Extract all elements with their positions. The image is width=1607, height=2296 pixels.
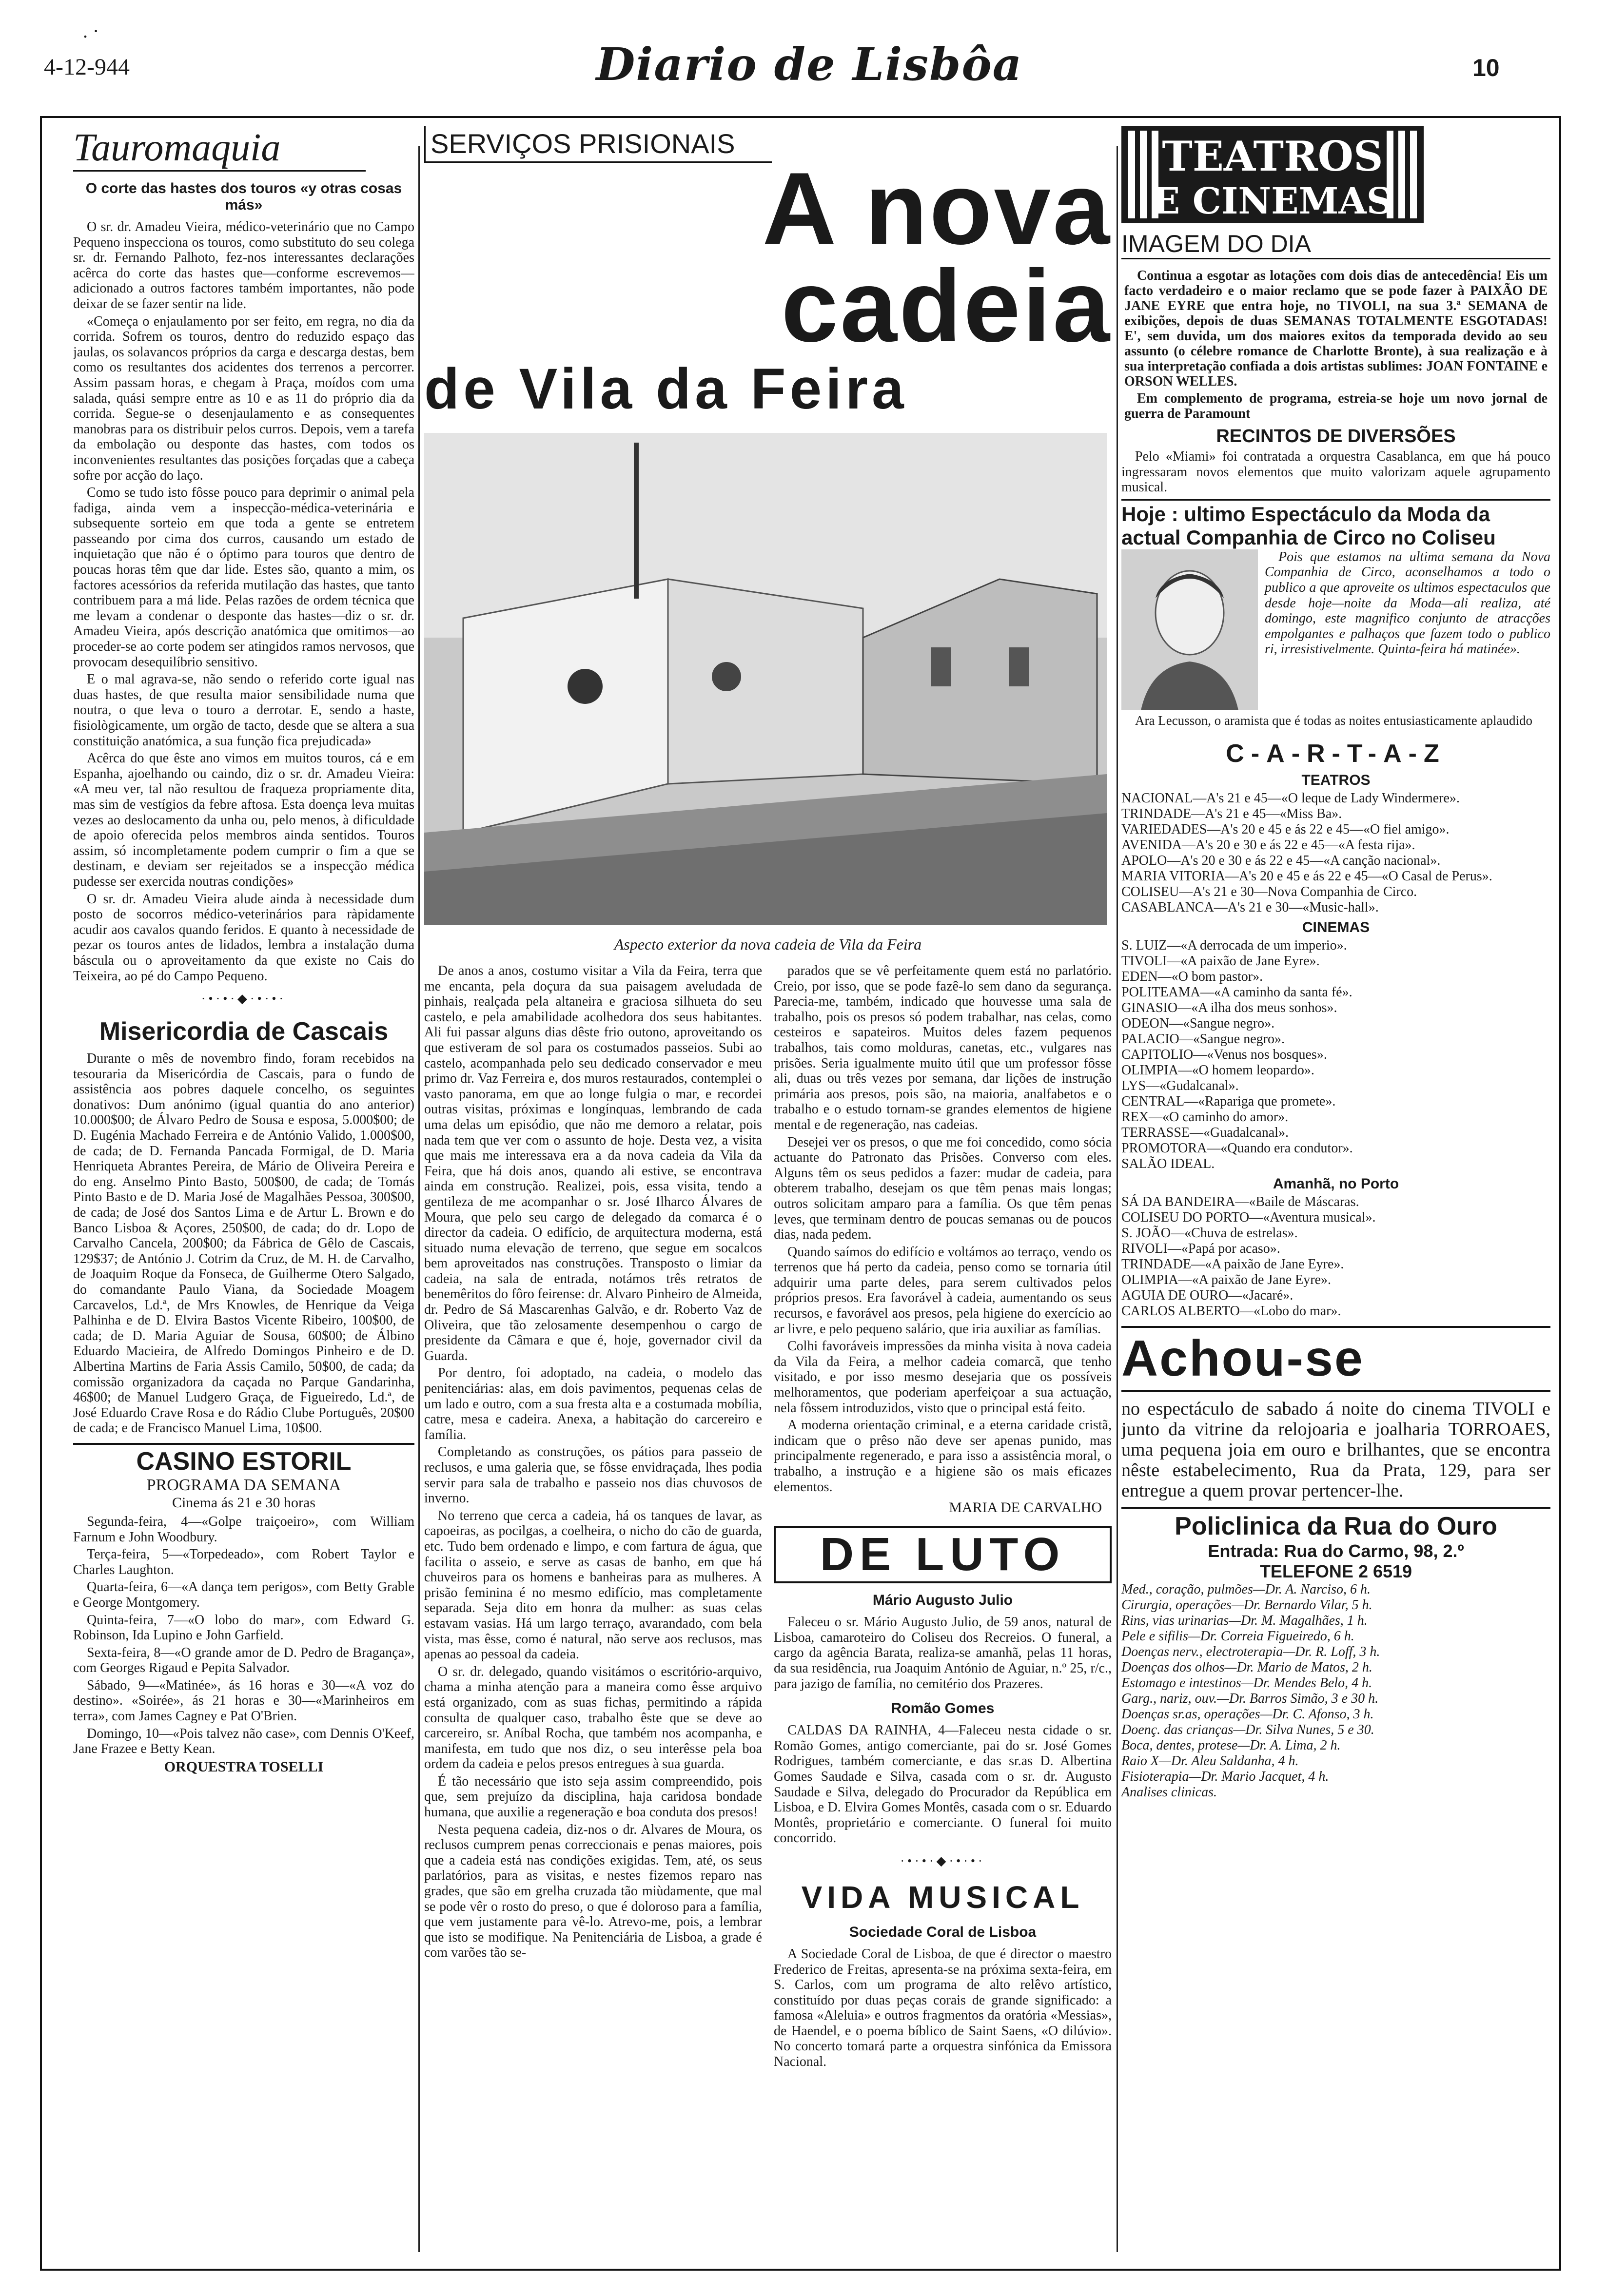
right-column <box>1121 126 1550 2251</box>
list-item: Rins, vias urinarias—Dr. M. Magalhães, 1 h. <box>1121 1613 1368 1629</box>
paragraph: O sr. dr. Amadeu Vieira alude ainda à necessidade dum posto de socorros médico-veterinários para ràpidamente acudir aos cavalos quando feridos. E quanto à necessidade de pezar os touros antes de lidados, lembra a instalação duma báscula ou o aproveitamento da que existe no Cais do Teixeira, ao pé do Campo Pequeno. <box>73 891 414 984</box>
list-item: Raio X—Dr. Aleu Saldanha, 4 h. <box>1121 1753 1299 1769</box>
list-item: Doenças dos olhos—Dr. Mario de Matos, 2 h. <box>1121 1660 1372 1675</box>
paragraph: Desejei ver os presos, o que me foi concedido, como sócia actuante do Patronato das Prisões. Converso com eles. Alguns têm os seus pedidos a fazer: mudar de cadeia, para obterem trabalho, desejam os que têm penas mais longas; outros solicitam amparo para a família. Os que têm penas leves, que terminam dentro de poucas semanas ou de poucos dias, nada pedem. <box>774 1134 1112 1243</box>
paragraph: O sr. dr. delegado, quando visitámos o escritório-arquivo, chama a minha atenção para a maneira como êsse arquivo está organizado, com as suas fichas, permitindo a rápida consulta de qualquer caso, trabalho êste que se deve ao carcereiro, sr. Aníbal Rocha, que também nos acompanha, e manifesta, em tudo que nos diz, o seu interêsse pela boa ordem da cadeia e pelos presos entregues à sua guarda. <box>424 1664 762 1772</box>
list-item: AGUIA DE OURO—«Jacaré». <box>1121 1288 1293 1304</box>
paragraph: CALDAS DA RAINHA, 4—Faleceu nesta cidade o sr. Romão Gomes, antigo comerciante, pai do sr. José Gomes Rodrigues, também comerciante, e das sr.as D. Albertina Gomes Saudade e Silva, casada com o sr. dr. Augusto Saudade e Silva, delegado do Procurador da República em Lisboa, e D. Elvira Gomes Montês, casada com o sr. Eduardo Montês, proprietário e comerciante. O funeral foi muito concorrido. <box>774 1723 1112 1846</box>
banner-line-1: TEATROS <box>1162 132 1383 180</box>
paragraph: Em complemento de programa, estreia-se hoje um novo jornal de guerra de Paramount <box>1124 391 1548 421</box>
list-item: REX—«O caminho do amor». <box>1121 1109 1289 1125</box>
list-item: Doenças nerv., electroterapia—Dr. R. Loff, 3 h. <box>1121 1644 1380 1660</box>
list-item: VARIEDADES—A's 20 e 45 e ás 22 e 45—«O fiel amigo». <box>1121 822 1450 837</box>
list-item: Quarta-feira, 6—«A dança tem perigos», com Betty Grable e George Montgomery. <box>73 1579 414 1610</box>
paragraph: Continua a esgotar as lotações com dois dias de antecedência! Eis um facto verdadeiro e o maior reclamo que se pode fazer à PAIXÃO DE JANE EYRE que entra hoje, no TIVOLI, na sua 3.ª SEMANA de exibições, depois de duas SEMANAS TOTALMENTE ESGOTADAS! E', sem duvida, um dos maiores exitos da temporada devido ao seu assunto (o célebre romance de Charlotte Bronte), à sua realização e à sua interpretação confiada a dois artistas sublimes: JOAN FONTAINE e ORSON WELLES. <box>1124 268 1548 389</box>
list-item: TRINDADE—A's 21 e 45—«Miss Ba». <box>1121 806 1342 822</box>
ornament-divider: ·•·•·◆·•·•· <box>201 992 287 1006</box>
teatros-list <box>1121 791 1550 915</box>
paragraph: Nesta pequena cadeia, diz-nos o dr. Alvares de Moura, os reclusos cumprem penas correccionais e penas maiores, pois que a cadeia está nas condições exigidas. Tem, até, os seus parlatórios, para as visitas, e nestes fizemos reparo nas grades, que são em grelha cruzada tão miùdamente, que mal se pode vêr o rosto do preso, o que é doloroso para a família, que vem justamente para vê-lo. Atrevo-me, pois, a lembrar que isto se modifique. Na Penitenciária de Lisboa, a grade é com varões tão se- <box>424 1822 762 1961</box>
list-item: Segunda-feira, 4—«Golpe traiçoeiro», com William Farnum e John Woodbury. <box>73 1514 414 1545</box>
paragraph: E o mal agrava-se, não sendo o referido corte igual nas duas hastes, de que resulta maior sensibilidade numa que noutra, o que leva o touro a derrotar. E, sendo a haste, fisiològicamente, um orgão de tacto, desde que se altera a sua constituição anatómica, a sua função fica prejudicada» <box>73 672 414 749</box>
list-item: Garg., nariz, ouv.—Dr. Barros Simão, 3 e 30 h. <box>1121 1691 1379 1707</box>
column-divider <box>418 146 420 2252</box>
misericordia-title: Misericordia de Cascais <box>99 1017 389 1046</box>
list-item: NACIONAL—A's 21 e 45—«O leque de Lady Windermere». <box>1121 791 1460 806</box>
list-item: PROMOTORA—«Quando era condutor». <box>1121 1141 1353 1156</box>
policlinica-title: Policlinica da Rua do Ouro <box>1121 1507 1550 1541</box>
list-item: Domingo, 10—«Pois talvez não case», com Dennis O'Keef, Jane Frazee e Betty Kean. <box>73 1726 414 1757</box>
paragraph: Colhi favoráveis impressões da minha visita à nova cadeia da Vila da Feira, a melhor cadeia comarcã, que tenho visitado, e por isso mesmo desejaria que os possíveis melhoramentos, que poderiam aperfeiçoar a sua actuação, nela fôssem introduzidos, visto que o principal está feito. <box>774 1339 1112 1416</box>
article-signature: MARIA DE CARVALHO <box>949 1499 1102 1516</box>
recintos-title: RECINTOS DE DIVERSÕES <box>1216 426 1456 447</box>
paragraph: Como se tudo isto fôsse pouco para deprimir o animal pela fadiga, ainda vem a inspecção-médica-veterinária e subsequente sorteio em que toda a gente se entretem passeando por cima dos curros, causando um estado de inquietação que não é o óptimo para touros que dentro de poucas horas têm que dar lide. Estes são, quanto a mim, os factores acessórios da referida mutilação das hastes, que tanto contribuem para a má lide. Pelas razões de ordem técnica que me levam a condenar o desponte das hastes—diz o sr. dr. Amadeu Vieira, após descrição anatómica que omitimos—ao proceder-se ao corte podem ser atingidos ramos nervosos, que provocam desequilíbrio sensitivo. <box>73 485 414 670</box>
luto-title: DE LUTO <box>774 1526 1112 1583</box>
tauromaquia-subtitle: O corte das hastes dos touros «y otras cosas más» <box>85 180 402 213</box>
list-item: POLITEAMA—«A caminho da santa fé». <box>1121 985 1352 1000</box>
list-item: OLIMPIA—«A paixão de Jane Eyre». <box>1121 1272 1332 1288</box>
list-item: Estomago e intestinos—Dr. Mendes Belo, 4 h. <box>1121 1675 1372 1691</box>
hoje-block <box>1121 499 1550 729</box>
list-item: COLISEU DO PORTO—«Aventura musical». <box>1121 1210 1376 1226</box>
article-headline-2: de Vila da Feira <box>424 357 908 421</box>
teatros-heading: TEATROS <box>1301 772 1371 789</box>
achou-se-text: no espectáculo de sabado á noite do cinema TIVOLI e junto da vitrine da relojoaria e joalharia TORROAES, uma pequena joia em ouro e brilhantes, que se encontra nêste estabelecimento, Rua da Prata, 129, para ser entregue a quem provar pertencer-lhe. <box>1121 1399 1550 1501</box>
paragraph: Durante o mês de novembro findo, foram recebidos na tesouraria da Misericórdia de Cascais, para o fundo de assistência aos pobres daquele concelho, os seguintes donativos: Dum anónimo (igual quantia do ano anterior) 10.000$00; de Álvaro Pedro de Sousa e esposa, 5.000$00; de D. Eugénia Machado Ferreira e de António Valido, 1.000$00, de cada; de D. Fernanda Pancada Formigal, de D. Maria Henriqueta Abrantes Pereira, de Mário de Oliveira Pereira e do eng. Anselmo Pinto Basto, 500$00, de cada; de Tomás Pinto Basto e de D. Maria José de Magalhães Pessoa, 300$00, de cada; de José dos Santos Lima e de Artur L. Brown e do Banco Lisboa & Açores, 250$00, de cada; do dr. Lopo de Carvalho Cancela, 200$00; da Fábrica de Gêlo de Cascais, 129$37; de António J. Cotrim da Cruz, de M. H. de Carvalho, de Joaquim Roque da Fonseca, de Guilherme Otero Salgado, do comandante Paulo Viana, da Sociedade Moagem Carcavelos, Ld.ª, de Mrs Knowles, de Henrique da Veiga Palhinha e de D. Elvira Bastos Vicente Ribeiro, 100$00, de cada; de D. Maria Aguiar de Sousa, 60$00; de Álbino Eduardo Macieira, de Alfredo Domingos Pinheiro e de D. Albertina Martins de Faria Assis Camilo, 50$00, de cada; da comissão organizadora da caçada no Parque Gandarinha, 46$00; de Manuel Ludgero Graça, de Figueiredo, Ld.ª, de José Eduardo Crave Rosa e do Rádio Clube Português, 20$00 de cada; e de Francisco Manuel Lima, 10$00. <box>73 1051 414 1436</box>
article-kicker: SERVIÇOS PRISIONAIS <box>424 126 772 163</box>
obituary-name: Mário Augusto Julio <box>872 1592 1013 1609</box>
paragraph: O sr. dr. Amadeu Vieira, médico-veterinário que no Campo Pequeno inspecciona os touros, como substituto do seu colega sr. dr. Fernando Palhoto, fez-nos interessantes declarações acêrca do corte das hastes que—conforme escrevemos—adicionado a outros factores também importantes, não pode deixar de se fazer sentir na lide. <box>73 219 414 311</box>
policlinica-phone: TELEFONE 2 6519 <box>1259 1561 1412 1582</box>
list-item: Doenç. das crianças—Dr. Silva Nunes, 5 e 30. <box>1121 1722 1374 1738</box>
list-item: Pele e sifilis—Dr. Correia Figueiredo, 6 h. <box>1121 1629 1354 1644</box>
list-item: SALÃO IDEAL. <box>1121 1156 1215 1172</box>
newspaper-title: Diario de Lisbôa <box>596 38 1023 91</box>
achou-se-title: Achou-se <box>1121 1326 1550 1392</box>
cartaz-title: C-A-R-T-A-Z <box>1226 739 1446 768</box>
paragraph: No terreno que cerca a cadeia, há os tanques de lavar, as capoeiras, as pocilgas, a coelheira, o nicho do cão de guarda, etc. Tudo bem ordenado e limpo, e com fartura de água, que facilita o asseio, e serve as casas de banho, em que há chuveiros para os homens e banheiras para as mulheres. A prisão feminina é no mesmo edifício, mas completamente separada. Seja dito em honra da mulher: as suas celas estavam vasias. Há um largo terraço, avarandado, com bela vista, mas êsse, como é natural, não serve aos reclusos, mas apenas ao pessoal da cadeia. <box>424 1508 762 1662</box>
casino-hours: Cinema ás 21 e 30 horas <box>172 1494 316 1511</box>
misericordia-body <box>73 1051 414 1436</box>
list-item: Sexta-feira, 8—«O grande amor de D. Pedro de Bragança», com Georges Rigaud e Pepita Salvador. <box>73 1645 414 1676</box>
policlinica-list <box>1121 1582 1550 1800</box>
photo-caption: Aspecto exterior da nova cadeia de Vila da Feira <box>614 935 922 953</box>
casino-orchestra: ORQUESTRA TOSELLI <box>164 1758 324 1775</box>
list-item: TRINDADE—«A paixão de Jane Eyre». <box>1121 1257 1344 1272</box>
porto-heading: Amanhã, no Porto <box>1273 1176 1399 1192</box>
list-item: TIVOLI—«A paixão de Jane Eyre». <box>1121 953 1320 969</box>
ornament-divider: ·•·•·◆·•·•· <box>900 1853 985 1868</box>
list-item: Med., coração, pulmões—Dr. A. Narciso, 6 h. <box>1121 1582 1371 1597</box>
paragraph: Quando saímos do edifício e voltámos ao terraço, vendo os terrenos que há perto da cadeia, penso como se tornaria útil adquirir uma parte deles, para serem cultivados pelos próprios presos. Era favorável à cadeia, aumentando os seus recursos, e favorável aos presos, pela higiene do exercício ao ar livre, e pelo pequeno salário, que iria auxiliar as famílias. <box>774 1244 1112 1337</box>
obituary-name: Romão Gomes <box>891 1700 995 1717</box>
paragraph: parados que se vê perfeitamente quem está no parlatório. Creio, por isso, que se pode fazê-lo sem dano da segurança. Parecia-me, também, indicado que houvesse uma sala de trabalho, pois os presos só podem trabalhar, nas celas, como cesteiros e sapateiros. Muitos deles fazem pequenos trabalhos, tais como molduras, canetas, etc., vulgares nas prisões. Seria igualmente muito útil que um professor fôsse ali, duas ou três vezes por semana, dar lições de instrução primária aos presos, pois são, na maioria, analfabetos e o trabalho e o estudo tornam-se grandes elementos de higiene mental e de regeneração, nas cadeias. <box>774 963 1112 1132</box>
paragraph: A Sociedade Coral de Lisboa, de que é director o maestro Frederico de Freitas, apresenta-se na próxima sexta-feira, em S. Carlos, com um programa de alto relêvo artístico, constituído por duas peças corais de grande significado: a famosa «Aleluia» e outros fragmentos da oratória «Messias», de Haendel, e o poema bíblico de Saint Saens, «O dilúvio». No concerto tomará parte a orquestra sinfónica da Emissora Nacional. <box>774 1946 1112 2070</box>
article-columns <box>424 963 1112 2072</box>
prison-photo <box>424 433 1107 925</box>
paragraph: «Começa o enjaulamento por ser feito, em regra, no dia da corrida. Sofrem os touros, dentro do reduzido espaço das jaulas, os solavancos próprios da carga e descarga destas, bem como os resultantes dos acidentes dos terrenos a percorrer. Assim passam horas, e chegam à Praça, moídos com uma salada, quási sempre entre as 10 e as 11 do próprio dia da corrida. Segue-se o desenjaulamento e as consequentes manobras para os distribuir pelos curros. Depois, vem a tarefa da embolação ou desponte das hastes, com todos os inconvenientes resultantes das posições forçadas que a cabeça sofre por acção do laço. <box>73 313 414 483</box>
article-headline: A nova cadeia <box>762 151 1112 363</box>
list-item: CENTRAL—«Rapariga que promete». <box>1121 1094 1336 1109</box>
article-column-2 <box>774 963 1112 2072</box>
teatros-cinemas-banner <box>1121 126 1424 223</box>
paragraph: De anos a anos, costumo visitar a Vila da Feira, terra que me encanta, pela doçura da sua paisagem aveludada de pinhais, realçada pela altaneira e graciosa silhueta do seu castelo, e pela amabilidade acolhedora dos seus habitantes. Ali fui passar alguns dias dêste frio outono, aproveitando os que estiveram de sol para os costumados passeios. Subi ao castelo, acompanhada pelo seu dedicado conservador e meu primo dr. Vaz Ferreira e, dos muros restaurados, contemplei o vasto panorama, em que ao longe fulgia o mar, e recordei outras visitas, próximas e longínquas, lembrando de cada uma delas um episódio, que não me demoro a relatar, pois nada tem que ver com o assunto de hoje. Desta vez, a visita que mais me interessava era a da nova cadeia da Vila da Feira, que há dois anos, quando ali estive, se encontrava ainda em construção. Realizei, pois, essa visita, tendo a gentileza de me acompanhar o sr. José Ilharco Álvares de Moura, que pelo seu cargo de delegado da comarca é o director da cadeia. O edifício, de arquitectura moderna, está situado numa elevação de terreno, que segue em socalcos bem aproveitados nas construções. Transposto o limiar da cadeia, na sala de entrada, notámos três retratos de benemêritos do fôro feirense: dr. Alvaro Pinheiro de Almeida, dr. Pedro de Sá Mascarenhas Galvão, e dr. Roberto Vaz de Oliveira, que tão zelosamente desempenhou o cargo de presidente da Câmara e que é, hoje, governador civil da Guarda. <box>424 963 762 1363</box>
list-item: Boca, dentes, protese—Dr. A. Lima, 2 h. <box>1121 1738 1341 1753</box>
list-item: MARIA VITORIA—A's 20 e 45 e ás 22 e 45—«O Casal de Perus». <box>1121 869 1492 884</box>
list-item: Analises clinicas. <box>1121 1785 1217 1800</box>
list-item: S. LUIZ—«A derrocada de um imperio». <box>1121 938 1347 953</box>
casino-program: PROGRAMA DA SEMANA <box>146 1476 341 1494</box>
masthead-dots: . · <box>83 20 99 42</box>
cinemas-heading: CINEMAS <box>1302 919 1370 936</box>
policlinica-address: Entrada: Rua do Carmo, 98, 2.º <box>1208 1541 1464 1561</box>
paragraph: A moderna orientação criminal, e a eterna caridade cristã, indicam que o prêso não deve ser apenas punido, mas principalmente regenerado, e para isso a assistência moral, o trabalho, a instrução e a higiene são os mais eficazes elementos. <box>774 1418 1112 1495</box>
hoje-title: Hoje : ultimo Espectáculo da Moda da actual Companhia de Circo no Coliseu <box>1121 502 1496 549</box>
list-item: Terça-feira, 5—«Torpedeado», com Robert Taylor e Charles Laughton. <box>73 1547 414 1577</box>
vida-musical-title: VIDA MUSICAL <box>801 1879 1084 1915</box>
list-item: EDEN—«O bom pastor». <box>1121 969 1263 985</box>
list-item: CAPITOLIO—«Venus nos bosques». <box>1121 1047 1327 1063</box>
performer-portrait <box>1121 549 1258 710</box>
list-item: S. JOÃO—«Chuva de estrelas». <box>1121 1226 1298 1241</box>
list-item: CARLOS ALBERTO—«Lobo do mar». <box>1121 1304 1341 1319</box>
list-item: Quinta-feira, 7—«O lobo do mar», com Edward G. Robinson, Ida Lupino e John Garfield. <box>73 1612 414 1643</box>
list-item: LYS—«Gudalcanal». <box>1121 1078 1239 1094</box>
list-item: Fisioterapia—Dr. Mario Jacquet, 4 h. <box>1121 1769 1329 1785</box>
list-item: Sábado, 9—«Matinée», ás 16 horas e 30—«A voz do destino». «Soirée», ás 21 horas e 30—«Marinheiros em terra», com James Cagney e Pat O'Brien. <box>73 1677 414 1724</box>
list-item: APOLO—A's 20 e 30 e ás 22 e 45—«A canção nacional». <box>1121 853 1441 869</box>
paragraph: Faleceu o sr. Mário Augusto Julio, de 59 anos, natural de Lisboa, camaroteiro do Coliseu dos Recreios. O funeral, a cargo da agência Barata, realiza-se amanhã, pelas 11 horas, da sua residência, rua Joaquim António de Aguiar, n.º 25, r/c., para jazigo de família, no cemitério dos Prazeres. <box>774 1615 1112 1692</box>
paragraph: Completando as construções, os pátios para passeio de reclusos, e uma galeria que, se fôsse envidraçada, lhes podia servir para sala de trabalho e passeio nos dias chuvosos de inverno. <box>424 1444 762 1506</box>
list-item: ODEON—«Sangue negro». <box>1121 1016 1275 1031</box>
paragraph: Pelo «Miami» foi contratada a orquestra Casablanca, em que há pouco ingressaram novos elementos que muito valorizam aquele agrupamento musical. <box>1121 449 1550 495</box>
article-column-1 <box>424 963 762 2072</box>
paragraph: É tão necessário que isto seja assim compreendido, pois que, sem prejuízo da disciplina, haja caridosa bondade humana, que auxilie a regeneração e boa conduta dos presos! <box>424 1773 762 1820</box>
list-item: TERRASSE—«Guadalcanal». <box>1121 1125 1289 1141</box>
list-item: Cirurgia, operações—Dr. Bernardo Vilar, 5 h. <box>1121 1597 1372 1613</box>
casino-list <box>73 1514 414 1757</box>
list-item: RIVOLI—«Papá por acaso». <box>1121 1241 1280 1257</box>
column-divider <box>1117 146 1118 2252</box>
list-item: OLIMPIA—«O homem leopardo». <box>1121 1063 1314 1078</box>
list-item: GINASIO—«A ilha dos meus sonhos». <box>1121 1000 1337 1016</box>
list-item: SÁ DA BANDEIRA—«Baile de Máscaras. <box>1121 1194 1359 1210</box>
promo-text <box>1121 268 1550 421</box>
banner-line-2: E CINEMAS <box>1152 180 1393 222</box>
list-item: Doenças sr.as, operações—Dr. C. Afonso, 3 h. <box>1121 1707 1374 1722</box>
imagem-do-dia-title: IMAGEM DO DIA <box>1121 230 1550 259</box>
tauromaquia-body <box>73 219 414 984</box>
center-column <box>424 126 1112 2251</box>
list-item: PALACIO—«Sangue negro». <box>1121 1031 1285 1047</box>
list-item: COLISEU—A's 21 e 30—Nova Companhia de Circo. <box>1121 884 1417 900</box>
paragraph: Acêrca do que êste ano vimos em muitos touros, cá e em Espanha, ajoelhando ou caindo, diz o sr. dr. Amadeu Vieira: «A meu ver, tal não resultou de fraqueza propriamente dita, mas sim de vestígios da febre aftosa. Esta doença leva muitas vezes ao deslocamento da unha ou, pelo menos, à dificuldade de apoio oferecida pelos membros ainda sentidos. Touros assim, só incompletamente podem cumprir o fim a que se destinam, e deviam ser rejeitados se a inspecção médica pudesse ser exercida noutras condições» <box>73 751 414 889</box>
cinemas-list <box>1121 938 1550 1172</box>
list-item: CASABLANCA—A's 21 e 30—«Music-hall». <box>1121 900 1379 915</box>
issue-date: 4-12-944 <box>44 54 130 80</box>
vida-musical-subtitle: Sociedade Coral de Lisboa <box>849 1924 1037 1940</box>
section-title-tauromaquia: Tauromaquia <box>73 126 366 172</box>
paragraph: Por dentro, foi adoptado, na cadeia, o modelo das penitenciárias: alas, em dois pavimentos, pequenas celas de um lado e outro, com a sua fresta alta e a costumada mobília, catre, mesa e cadeira. Anexa, a habitação do carcereiro e família. <box>424 1365 762 1442</box>
left-column <box>73 126 414 2251</box>
list-item: AVENIDA—A's 20 e 30 e ás 22 e 45—«A festa rija». <box>1121 837 1415 853</box>
paragraph: Pois que estamos na ultima semana da Nova Companhia de Circo, aconselhamos a todo o publico a que aproveite os ultimos espectaculos que desde hoje—noite da Moda—ali realiza, até domingo, este magnifico conjunto de atracções empolgantes e palhaços que fazem todo o publico ri, irresistivelmente. Quinta-feira há matinée». <box>1265 549 1550 657</box>
casino-title: CASINO ESTORIL <box>73 1443 414 1476</box>
portrait-caption: Ara Lecusson, o aramista que é todas as noites entusiasticamente aplaudido <box>1135 713 1532 728</box>
page-number: 10 <box>1472 54 1500 81</box>
porto-list <box>1121 1194 1550 1319</box>
